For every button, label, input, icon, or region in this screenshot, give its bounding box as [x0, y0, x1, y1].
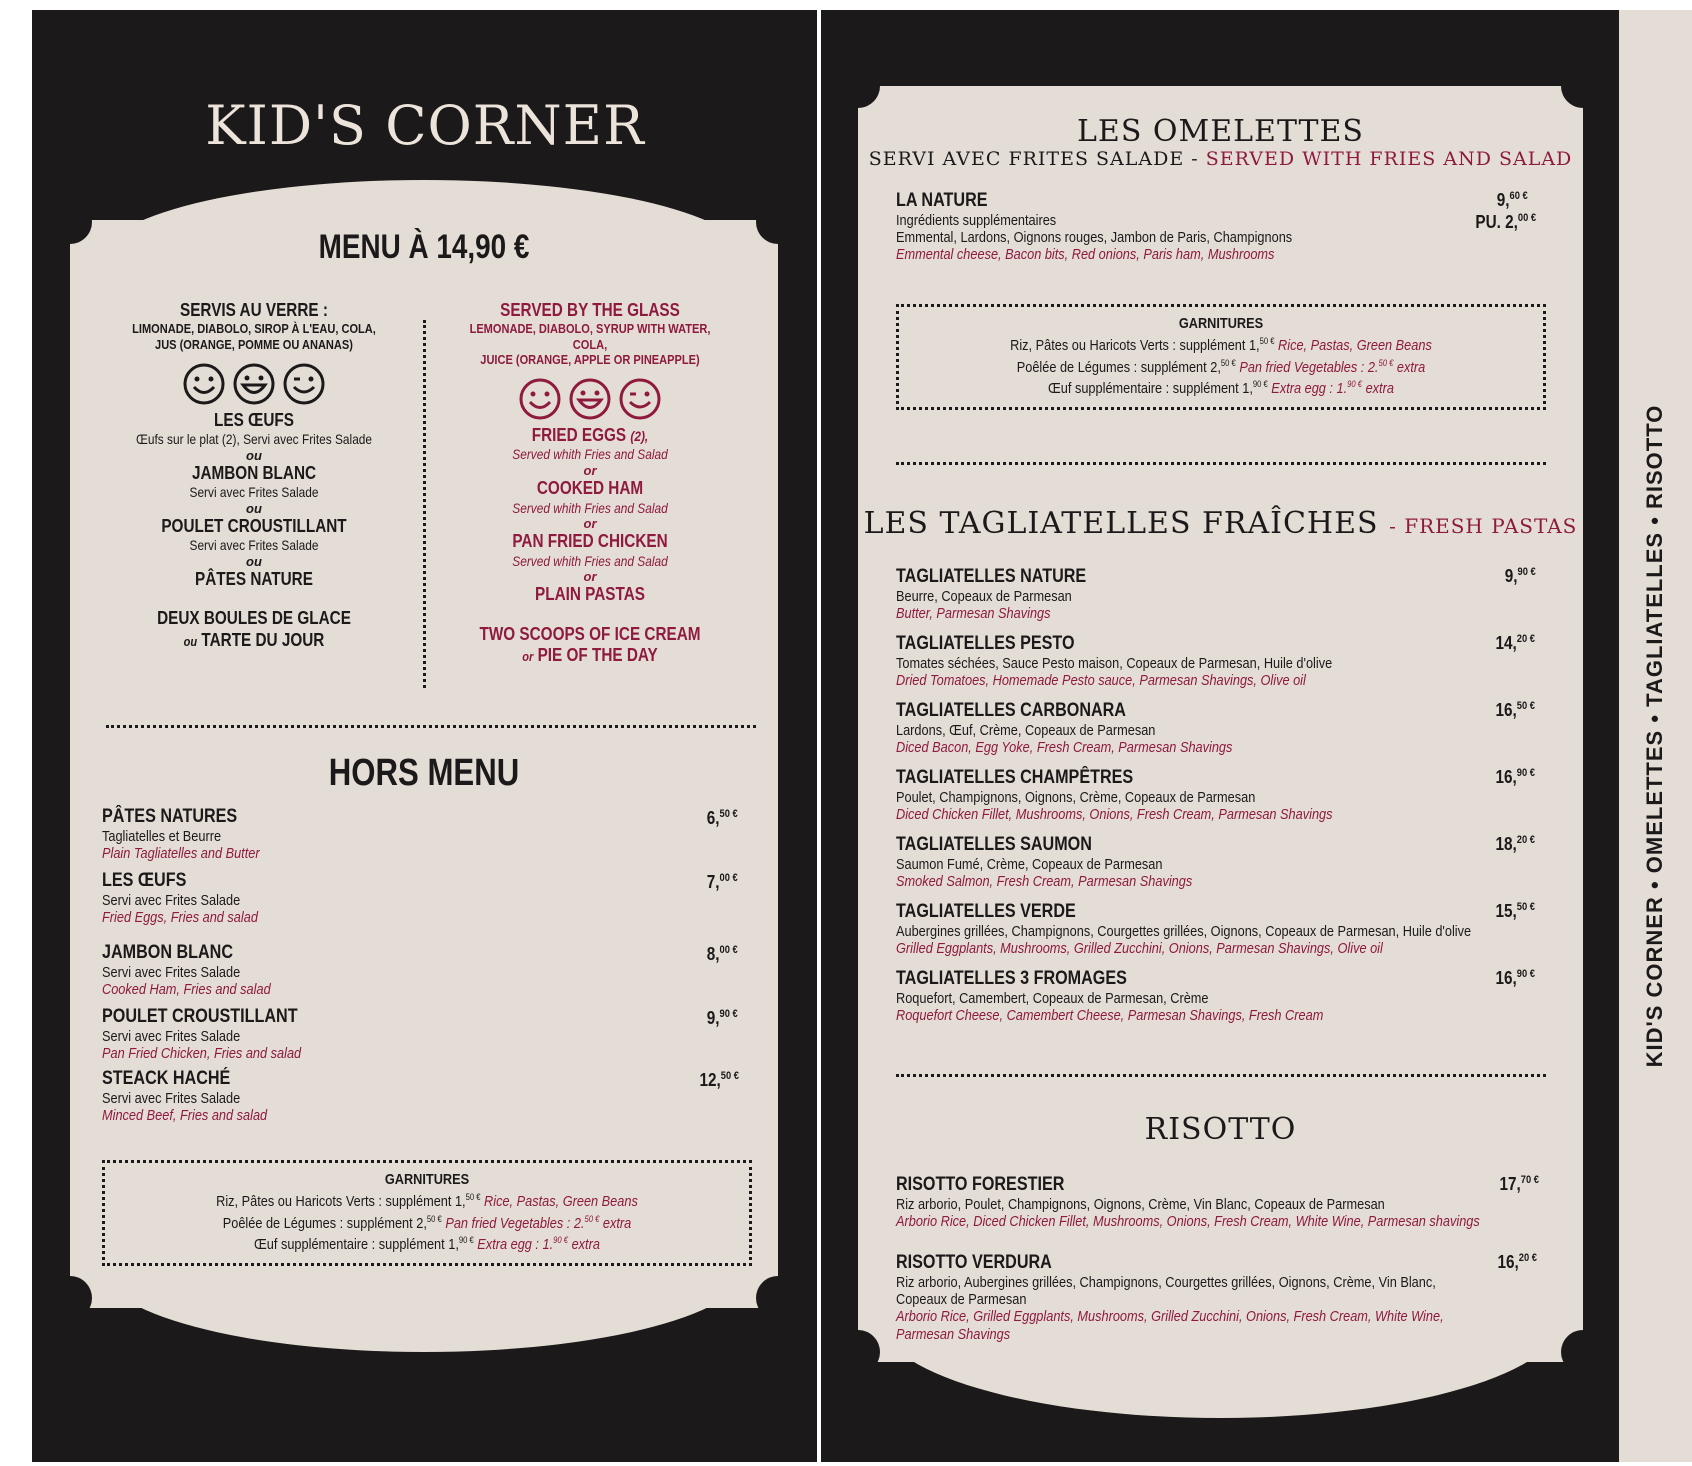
kids-item-name: COOKED HAM — [536, 478, 644, 499]
omelettes-title: LES OMELETTES — [1077, 114, 1364, 149]
column-divider — [423, 320, 426, 688]
price-cents: 00 € — [1517, 212, 1537, 224]
garnitures-title: GARNITURES — [1178, 315, 1264, 332]
item-price — [1499, 1174, 1538, 1195]
item-price — [1495, 633, 1534, 654]
garn-en-b: extra — [571, 1236, 600, 1254]
price-main: 8, — [706, 944, 720, 964]
menu-item — [896, 700, 1292, 756]
menu-column-english — [440, 300, 740, 666]
item-desc: Roquefort, Camembert, Copeaux de Parmesan, Crème — [896, 989, 1209, 1007]
side-strip-label: KID'S CORNER • OMELETTES • TAGLIATELLES • RISOTTO — [1642, 404, 1667, 1068]
dessert-name: TARTE DU JOUR — [201, 629, 325, 650]
garnitures-line — [947, 335, 1494, 357]
garnitures-line — [153, 1191, 700, 1213]
menu-title: MENU À 14,90 € — [318, 228, 530, 266]
smile-icon — [182, 362, 226, 406]
glass-text: JUS (ORANGE, POMME OU ANANAS) — [155, 336, 353, 352]
item-price — [707, 808, 738, 829]
price-main: 14, — [1495, 633, 1517, 653]
garn-en-b: extra — [1365, 380, 1394, 398]
or-label: ou — [246, 553, 262, 569]
glass-text: LEMONADE, DIABOLO, SYRUP WITH WATER, COLA, — [469, 321, 711, 352]
garn-en-a: Pan fried Vegetables : 2. — [1239, 358, 1379, 376]
kids-item-name: LES ŒUFS — [214, 409, 294, 430]
item-desc-en: Parmesan Shavings — [896, 1325, 1011, 1343]
price-cents: 50 € — [720, 1070, 739, 1082]
item-desc: Beurre, Copeaux de Parmesan — [896, 587, 1072, 605]
item-desc: Tomates séchées, Sauce Pesto maison, Copeaux de Parmesan, Huile d'olive — [896, 654, 1333, 672]
price-main: 16, — [1495, 700, 1517, 720]
item-price — [1497, 190, 1528, 211]
garn-en — [1271, 380, 1394, 397]
price-cents: 50 € — [719, 808, 738, 820]
item-desc-en: Grilled Eggplants, Mushrooms, Grilled Zucchini, Onions, Parmesan Shavings, Olive oil — [896, 940, 1383, 958]
dessert-line — [463, 645, 718, 666]
price-cents: 90 € — [1516, 767, 1535, 779]
card-bottom-shape — [858, 1356, 1583, 1418]
or-label: or — [522, 648, 534, 664]
garnitures-line — [153, 1213, 700, 1235]
garn-sup: 50 € — [1259, 335, 1275, 346]
pastas-title — [858, 506, 1583, 541]
price-cents: 60 € — [1509, 190, 1528, 202]
glass-title: SERVIS AU VERRE : — [180, 300, 328, 320]
item-name: TAGLIATELLES SAUMON — [896, 834, 1092, 855]
item-desc-en: Fried Eggs, Fries and salad — [102, 909, 258, 927]
panel-divider — [817, 10, 821, 1462]
card-bottom-shape — [70, 1300, 778, 1352]
garn-fr: Poêlée de Légumes : supplément 2, — [1016, 358, 1221, 376]
item-desc: Servi avec Frites Salade — [102, 1089, 241, 1107]
price-main: 9, — [1504, 566, 1518, 586]
price-main: 15, — [1495, 901, 1517, 921]
item-desc: Tagliatelles et Beurre — [102, 827, 222, 845]
garn-en: Rice, Pastas, Green Beans — [484, 1192, 638, 1210]
kids-item-desc: Servi avec Frites Salade — [189, 537, 319, 554]
item-name: TAGLIATELLES CARBONARA — [896, 700, 1126, 721]
smile-icon — [518, 377, 562, 421]
menu-item — [896, 566, 1120, 622]
corner-scallop — [48, 1276, 92, 1320]
item-price — [1497, 1252, 1536, 1273]
item-name: JAMBON BLANC — [102, 942, 233, 963]
pastas-title-en: - FRESH PASTAS — [1389, 514, 1578, 538]
hors-menu-title: HORS MENU — [328, 752, 520, 794]
garnitures-line — [947, 357, 1494, 379]
garn-en-sup: 50 € — [584, 1213, 600, 1224]
dessert-line: TWO SCOOPS OF ICE CREAM — [479, 623, 701, 644]
price-main: 12, — [699, 1070, 721, 1090]
price-cents: 20 € — [1516, 834, 1535, 846]
item-desc: Servi avec Frites Salade — [102, 963, 241, 981]
price-main: 9, — [1496, 190, 1510, 210]
garnitures-box — [102, 1160, 752, 1266]
or-label: or — [583, 462, 597, 478]
garn-en-a: Pan fried Vegetables : 2. — [445, 1214, 585, 1232]
item-desc-en: Arborio Rice, Grilled Eggplants, Mushrooms, Grilled Zucchini, Onions, Fresh Cream, White Wine, — [896, 1308, 1444, 1326]
price-main: 9, — [706, 1008, 720, 1028]
menu-item — [102, 870, 285, 926]
item-name: STEACK HACHÉ — [102, 1068, 231, 1089]
garn-en — [477, 1236, 600, 1253]
price-main: 17, — [1499, 1174, 1521, 1194]
page-title: KID'S CORNER — [205, 94, 645, 157]
item-price — [707, 1008, 738, 1029]
corner-scallop — [836, 64, 880, 108]
item-desc-en: Pan Fried Chicken, Fries and salad — [102, 1045, 302, 1063]
garnitures-box — [896, 304, 1546, 410]
price-cents: 90 € — [1516, 968, 1535, 980]
item-desc-en: Minced Beef, Fries and salad — [102, 1107, 268, 1125]
pastas-title-fr: LES TAGLIATELLES FRAÎCHES — [863, 506, 1379, 541]
item-price — [1495, 700, 1534, 721]
garn-en-b: extra — [602, 1214, 632, 1232]
card-top-shape — [70, 180, 778, 226]
price-main: 6, — [706, 808, 720, 828]
smileys — [104, 362, 404, 406]
kids-item-label: FRIED EGGS — [531, 425, 627, 446]
corner-scallop — [1561, 64, 1605, 108]
kids-item-desc: Œufs sur le plat (2), Servi avec Frites Salade — [135, 431, 373, 448]
omelettes-subtitle — [858, 148, 1583, 170]
garnitures-line — [153, 1234, 700, 1256]
garnitures-title: GARNITURES — [384, 1171, 470, 1188]
price-cents: 20 € — [1516, 633, 1535, 645]
item-price — [1495, 834, 1534, 855]
kids-item-desc: Served whith Fries and Salad — [512, 499, 668, 516]
menu-column-french — [104, 300, 404, 651]
menu-item — [896, 1252, 1540, 1343]
garn-fr: Riz, Pâtes ou Haricots Verts : supplément 1, — [1010, 336, 1260, 354]
menu-item — [102, 806, 287, 862]
price-cents: 90 € — [1517, 566, 1536, 578]
item-name: POULET CROUSTILLANT — [102, 1006, 298, 1027]
kids-item-name: POULET CROUSTILLANT — [161, 516, 347, 537]
item-desc: Saumon Fumé, Crème, Copeaux de Parmesan — [896, 855, 1163, 873]
kids-item-desc: Servi avec Frites Salade — [189, 484, 319, 501]
garn-en-a: Extra egg : 1. — [1271, 380, 1348, 398]
item-desc-en: Dried Tomatoes, Homemade Pesto sauce, Parmesan Shavings, Olive oil — [896, 672, 1306, 690]
item-desc: Riz arborio, Aubergines grillées, Champignons, Courgettes grillées, Oignons, Crème, Vin Blanc, — [896, 1273, 1436, 1291]
garn-fr: Œuf supplémentaire : supplément 1, — [1048, 380, 1253, 398]
item-price — [1505, 566, 1536, 587]
wink-icon — [282, 362, 326, 406]
kids-item-name: PAN FRIED CHICKEN — [512, 531, 668, 552]
glass-title: SERVED BY THE GLASS — [500, 300, 680, 320]
item-price — [1495, 968, 1534, 989]
garnitures-line — [947, 378, 1494, 400]
menu-item — [896, 834, 1244, 890]
menu-item — [896, 767, 1410, 823]
or-label: ou — [183, 633, 198, 649]
price-cents: 70 € — [1520, 1174, 1539, 1186]
item-desc-en: Smoked Salmon, Fresh Cream, Parmesan Shavings — [896, 873, 1193, 891]
garn-sup: 50 € — [465, 1191, 481, 1202]
item-desc-en: Arborio Rice, Diced Chicken Fillet, Mushrooms, Onions, Fresh Cream, White Wine, Parmesan shavings — [896, 1213, 1480, 1231]
kids-item-desc: Served whith Fries and Salad — [512, 446, 668, 463]
item-desc-en: Emmental cheese, Bacon bits, Red onions, Paris ham, Mushrooms — [896, 246, 1275, 264]
section-divider — [106, 725, 756, 728]
eggs-count: (2), — [630, 428, 649, 445]
or-label: or — [583, 516, 597, 532]
garn-fr: Poêlée de Légumes : supplément 2, — [222, 1214, 427, 1232]
corner-scallop — [48, 200, 92, 244]
price-main: 7, — [706, 872, 720, 892]
risotto-title: RISOTTO — [1144, 1112, 1297, 1147]
item-name: LES ŒUFS — [102, 870, 187, 891]
glass-text: JUICE (ORANGE, APPLE OR PINEAPPLE) — [480, 351, 700, 367]
wink-icon — [618, 377, 662, 421]
kids-item-name: JAMBON BLANC — [191, 462, 317, 483]
garn-en-b: extra — [1396, 358, 1426, 376]
price-main: 16, — [1495, 968, 1517, 988]
garn-en-a: Extra egg : 1. — [477, 1236, 554, 1254]
price-cents: 00 € — [719, 872, 738, 884]
menu-item — [896, 633, 1409, 689]
price-cents: 00 € — [719, 944, 738, 956]
or-label: or — [583, 569, 597, 585]
corner-scallop — [836, 1330, 880, 1374]
item-name: TAGLIATELLES VERDE — [896, 901, 1076, 922]
smileys — [440, 377, 740, 421]
item-price — [707, 872, 738, 893]
item-name: TAGLIATELLES NATURE — [896, 566, 1087, 587]
garn-en — [445, 1215, 631, 1232]
garn-en-sup: 50 € — [1378, 357, 1394, 368]
glass-text: LIMONADE, DIABOLO, SIROP À L'EAU, COLA, — [132, 321, 376, 337]
item-desc: Copeaux de Parmesan — [896, 1291, 1027, 1309]
item-desc-en: Diced Chicken Fillet, Mushrooms, Onions, Fresh Cream, Parmesan Shavings — [896, 806, 1333, 824]
item-name: TAGLIATELLES CHAMPÊTRES — [896, 767, 1134, 788]
menu-item — [102, 942, 300, 998]
garn-fr: Œuf supplémentaire : supplément 1, — [254, 1236, 459, 1254]
kids-item-desc: Served whith Fries and Salad — [512, 552, 668, 569]
dessert-line: DEUX BOULES DE GLACE — [157, 608, 351, 629]
menu-item — [102, 1068, 296, 1124]
item-name: TAGLIATELLES 3 FROMAGES — [896, 968, 1127, 989]
item-name: RISOTTO FORESTIER — [896, 1174, 1065, 1195]
garn-fr: Riz, Pâtes ou Haricots Verts : supplément 1, — [216, 1192, 466, 1210]
grin-icon — [232, 362, 276, 406]
garn-sup: 90 € — [458, 1235, 474, 1246]
price-cents: 90 € — [719, 1008, 738, 1020]
item-desc-en: Roquefort Cheese, Camembert Cheese, Parmesan Shavings, Fresh Cream — [896, 1007, 1324, 1025]
or-label: ou — [246, 500, 262, 516]
corner-scallop — [1561, 1330, 1605, 1374]
omelettes-sub-en: SERVED WITH FRIES AND SALAD — [1205, 148, 1573, 170]
price-cents: 50 € — [1516, 700, 1535, 712]
grin-icon — [568, 377, 612, 421]
menu-item — [896, 968, 1399, 1024]
item-name: RISOTTO VERDURA — [896, 1252, 1052, 1273]
corner-scallop — [756, 200, 800, 244]
price-cents: 20 € — [1518, 1252, 1537, 1264]
item-desc: Poulet, Champignons, Oignons, Crème, Copeaux de Parmesan — [896, 788, 1256, 806]
item-desc: Servi avec Frites Salade — [102, 891, 241, 909]
item-price — [707, 944, 738, 965]
item-price — [1495, 767, 1534, 788]
menu-item — [896, 901, 1573, 957]
item-desc-en: Diced Bacon, Egg Yoke, Fresh Cream, Parmesan Shavings — [896, 739, 1233, 757]
menu-item — [896, 190, 1362, 264]
garn-en-sup: 90 € — [1347, 379, 1363, 390]
item-price — [699, 1070, 738, 1091]
garn-en — [1239, 359, 1425, 376]
kids-item-name: PLAIN PASTAS — [535, 584, 645, 605]
item-desc-en: Cooked Ham, Fries and salad — [102, 981, 271, 999]
item-desc-en: Butter, Parmesan Shavings — [896, 605, 1051, 623]
kids-item-name: PÂTES NATURE — [195, 569, 313, 590]
item-desc: Servi avec Frites Salade — [102, 1027, 241, 1045]
item-name: TAGLIATELLES PESTO — [896, 633, 1075, 654]
menu-item — [896, 1174, 1583, 1230]
price-main: 16, — [1495, 767, 1517, 787]
price-main: 18, — [1495, 834, 1517, 854]
menu-item — [102, 1006, 336, 1062]
corner-scallop — [756, 1276, 800, 1320]
garn-sup: 50 € — [426, 1213, 442, 1224]
item-desc: Aubergines grillées, Champignons, Courgettes grillées, Oignons, Copeaux de Parmesan, Huile d'olive — [896, 922, 1472, 940]
section-divider — [896, 1074, 1546, 1077]
garn-en: Rice, Pastas, Green Beans — [1278, 336, 1432, 354]
garn-en-sup: 90 € — [553, 1235, 569, 1246]
item-name: LA NATURE — [896, 190, 988, 211]
price-cents: 50 € — [1516, 901, 1535, 913]
price-main: PU. 2, — [1475, 212, 1518, 232]
section-divider — [896, 462, 1546, 465]
item-desc: Emmental, Lardons, Oignons rouges, Jambon de Paris, Champignons — [896, 229, 1293, 247]
item-supplements: Ingrédients supplémentaires — [896, 211, 1057, 229]
item-desc-en: Plain Tagliatelles and Butter — [102, 845, 260, 863]
supplement-price — [1475, 212, 1536, 233]
item-desc: Lardons, Œuf, Crème, Copeaux de Parmesan — [896, 721, 1156, 739]
price-main: 16, — [1497, 1252, 1519, 1272]
dessert-line — [127, 630, 382, 651]
item-desc: Riz arborio, Poulet, Champignons, Oignons, Crème, Vin Blanc, Copeaux de Parmesan — [896, 1195, 1385, 1213]
or-label: ou — [246, 447, 262, 463]
item-price — [1495, 901, 1534, 922]
kids-item-name — [463, 425, 718, 446]
item-name: PÂTES NATURES — [102, 806, 238, 827]
garn-sup: 50 € — [1220, 357, 1236, 368]
dessert-name: PIE OF THE DAY — [537, 644, 658, 665]
garn-sup: 90 € — [1252, 379, 1268, 390]
omelettes-sub-fr: SERVI AVEC FRITES SALADE - — [868, 148, 1199, 170]
